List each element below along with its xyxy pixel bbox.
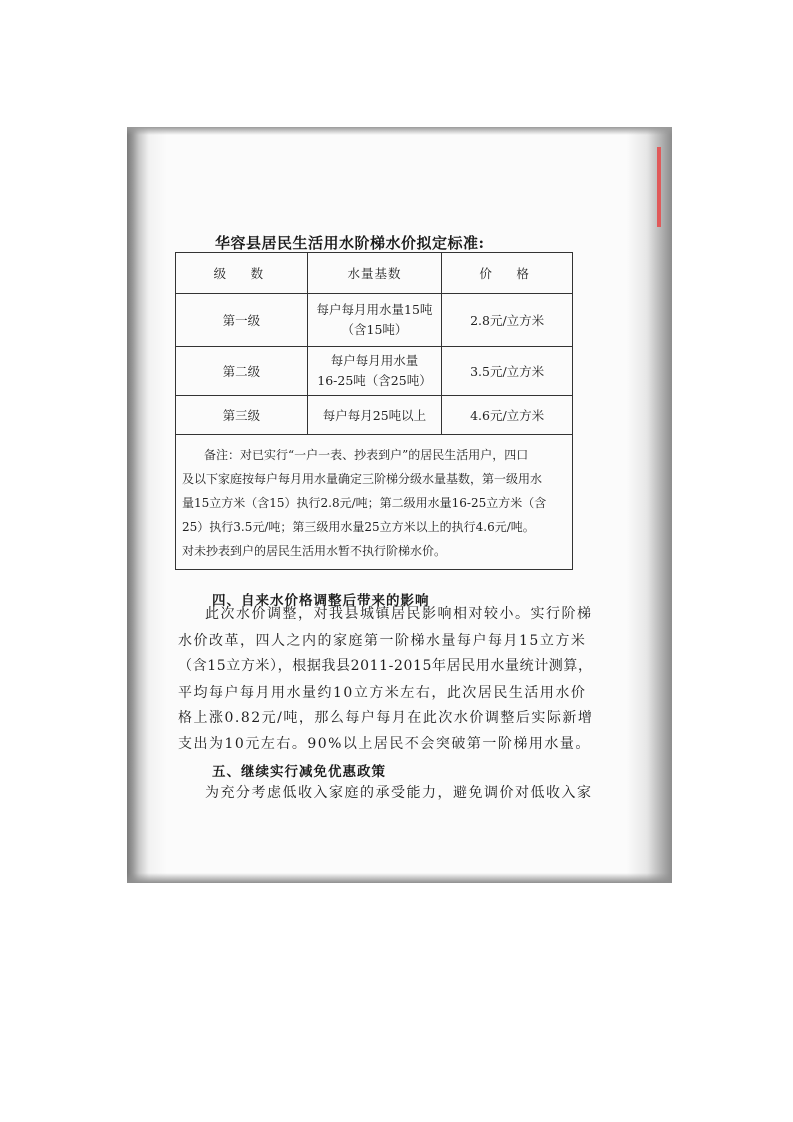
note-line: 备注：对已实行“一户一表、抄表到户”的居民生活用户，四口 (204, 448, 529, 462)
table-header-row (176, 253, 573, 294)
table-row (176, 294, 573, 347)
volume-cell (307, 347, 442, 396)
note-line: 25）执行3.5元/吨；第三级用水量25立方米以上的执行4.6元/吨。 (182, 520, 535, 534)
section-4-line: 支出为10元左右。90%以上居民不会突破第一阶梯用水量。 (178, 736, 591, 752)
volume-line: 16-25吨（含25吨） (317, 373, 432, 388)
section-5-line: 为充分考虑低收入家庭的承受能力，避免调价对低收入家 (205, 785, 593, 801)
scan-shadow-bottom (127, 873, 672, 883)
volume-line: 每户每月用水量15吨 (316, 302, 433, 317)
section-5-heading: 五、继续实行减免优惠政策 (212, 764, 386, 780)
section-4-line: 平均每户每月用水量约10立方米左右，此次居民生活用水价 (178, 685, 587, 701)
tier-cell: 第三级 (176, 396, 308, 435)
price-cell: 2.8元/立方米 (442, 294, 573, 347)
header-tier: 级 数 (176, 253, 308, 294)
tier-cell: 第二级 (176, 347, 308, 396)
volume-line: 每户每月用水量 (330, 353, 419, 368)
section-4-line: 此次水价调整，对我县城镇居民影响相对较小。实行阶梯 (205, 606, 593, 622)
table-note-row (176, 435, 573, 570)
water-price-table (175, 252, 573, 570)
header-volume: 水量基数 (307, 253, 442, 294)
note-line: 对未抄表到户的居民生活用水暂不执行阶梯水价。 (182, 544, 447, 558)
table-row (176, 396, 573, 435)
header-price: 价 格 (442, 253, 573, 294)
table-row (176, 347, 573, 396)
price-cell: 4.6元/立方米 (442, 396, 573, 435)
section-4-heading: 四、自来水价格调整后带来的影响 (212, 593, 430, 609)
table-note (176, 435, 573, 570)
tier-cell: 第一级 (176, 294, 308, 347)
table-title: 华容县居民生活用水阶梯水价拟定标准: (215, 234, 485, 252)
volume-line: （含15吨） (341, 322, 408, 337)
section-4-line: 水价改革，四人之内的家庭第一阶梯水量每户每月15立方米 (178, 633, 587, 649)
volume-cell: 每户每月25吨以上 (307, 396, 442, 435)
section-4-line: （含15立方米），根据我县2011-2015年居民用水量统计测算， (178, 658, 593, 674)
page-edge-mark (657, 147, 661, 227)
volume-cell (307, 294, 442, 347)
note-line: 量15立方米（含15）执行2.8元/吨；第二级用水量16-25立方米（含 (182, 496, 547, 510)
note-line: 及以下家庭按每户每月用水量确定三阶梯分级水量基数，第一级用水 (182, 472, 543, 486)
price-cell: 3.5元/立方米 (442, 347, 573, 396)
section-4-line: 格上涨0.82元/吨，那么每户每月在此次水价调整后实际新增 (178, 710, 594, 726)
scan-shadow-top (127, 127, 672, 135)
